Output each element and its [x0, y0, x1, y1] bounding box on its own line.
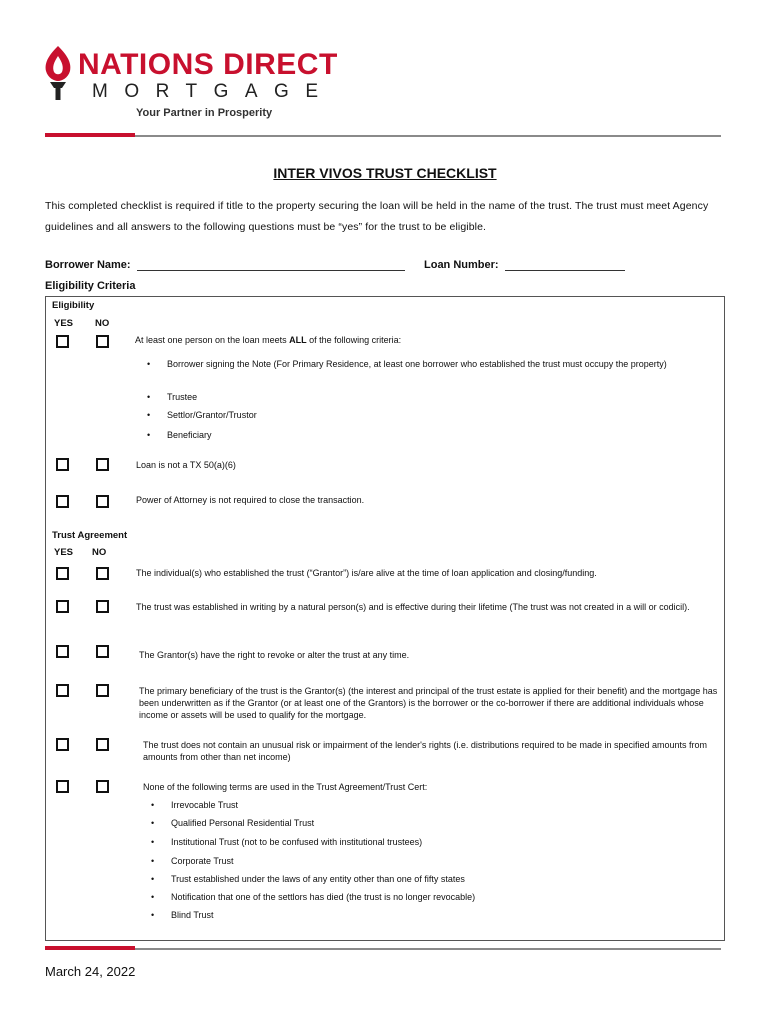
list-item: • Institutional Trust (not to be confused with institutional trustees) — [151, 837, 423, 847]
trust-2-no-checkbox[interactable] — [96, 600, 109, 613]
torch-icon — [40, 44, 76, 104]
list-item: • Corporate Trust — [151, 856, 234, 866]
list-item: • Notification that one of the settlors has died (the trust is no longer revocable) — [151, 892, 476, 902]
list-item: • Borrower signing the Note (For Primary Residence, at least one borrower who established the trust must occupy the property) — [167, 355, 697, 373]
borrower-name-label: Borrower Name: — [45, 259, 131, 271]
eligibility-1-yes-checkbox[interactable] — [56, 335, 69, 348]
trust-5-yes-checkbox[interactable] — [56, 738, 69, 751]
trust-4-no-checkbox[interactable] — [96, 684, 109, 697]
eligibility-section-label: Eligibility — [52, 300, 95, 311]
trust-2-text: The trust was established in writing by a natural person(s) and is effective during their lifetime (The trust was not created in a will or codicil). — [136, 602, 690, 612]
eligibility-2-yes-checkbox[interactable] — [56, 458, 69, 471]
eligibility-3-no-checkbox[interactable] — [96, 495, 109, 508]
intro-paragraph: This completed checklist is required if title to the property securing the loan will be held in the name of the trust. The trust must meet Agency guidelines and all answers to the following questions must be “yes” for the trust to be eligible. — [45, 200, 709, 233]
footer-date: March 24, 2022 — [45, 964, 136, 979]
eligibility-1-text: At least one person on the loan meets ALL of the following criteria: — [135, 335, 402, 345]
bullet-icon: • — [147, 359, 151, 369]
bullet-icon: • — [151, 800, 155, 810]
trust-3-text: The Grantor(s) have the right to revoke or alter the trust at any time. — [139, 650, 410, 660]
trust-3-no-checkbox[interactable] — [96, 645, 109, 658]
trust-1-text: The individual(s) who established the trust (“Grantor”) is/are alive at the time of loan application and closing/funding. — [136, 568, 597, 578]
yes-column-header: YES — [54, 318, 74, 329]
checklist-frame — [45, 296, 725, 941]
bullet-icon: • — [151, 892, 155, 902]
eligibility-criteria-heading: Eligibility Criteria — [45, 280, 136, 292]
trust-1-no-checkbox[interactable] — [96, 567, 109, 580]
list-item: • Trust established under the laws of any entity other than one of fifty states — [151, 874, 465, 884]
bullet-icon: • — [151, 818, 155, 828]
eligibility-2-text: Loan is not a TX 50(a)(6) — [136, 460, 236, 470]
eligibility-3-text: Power of Attorney is not required to close the transaction. — [136, 495, 365, 505]
bullet-icon: • — [147, 430, 151, 440]
bullet-icon: • — [147, 410, 151, 420]
eligibility-2-no-checkbox[interactable] — [96, 458, 109, 471]
trust-4-text: The primary beneficiary of the trust is the Grantor(s) (the interest and principal of the trust estate is applied for their benefit) and the mortgage has been underwritten as if the Grantor (or at least one of the Grantors) is the borrower or the co-borrower if there are additional individuals whose income or assets will be used to qualify for the mortgage. — [139, 686, 718, 720]
yes-column-header: YES — [54, 547, 74, 558]
list-item: • Irrevocable Trust — [151, 800, 239, 810]
trust-5-text: The trust does not contain an unusual risk or impairment of the lender's rights (i.e. distributions required to be made in specified amounts from amounts from other than net income) — [143, 740, 708, 762]
brand-name: NATIONS DIRECT — [78, 48, 338, 81]
bullet-icon: • — [147, 392, 151, 402]
trust-6-no-checkbox[interactable] — [96, 780, 109, 793]
bullet-icon: • — [151, 910, 155, 920]
footer-divider — [45, 948, 721, 950]
trust-5-no-checkbox[interactable] — [96, 738, 109, 751]
trust-1-yes-checkbox[interactable] — [56, 567, 69, 580]
bullet-icon: • — [151, 856, 155, 866]
list-item: • Qualified Personal Residential Trust — [151, 818, 315, 828]
no-column-header: NO — [95, 318, 110, 329]
company-logo — [40, 44, 340, 124]
bullet-icon: • — [151, 837, 155, 847]
no-column-header: NO — [92, 547, 107, 558]
list-item: • Settlor/Grantor/Trustor — [147, 410, 257, 420]
trust-4-yes-checkbox[interactable] — [56, 684, 69, 697]
list-item: • Beneficiary — [147, 430, 212, 440]
header-divider — [45, 135, 721, 137]
borrower-name-field[interactable] — [137, 270, 405, 271]
loan-number-field[interactable] — [505, 270, 625, 271]
trust-3-yes-checkbox[interactable] — [56, 645, 69, 658]
trust-2-yes-checkbox[interactable] — [56, 600, 69, 613]
list-item: • Blind Trust — [151, 910, 214, 920]
trust-agreement-section-label: Trust Agreement — [52, 530, 128, 541]
eligibility-1-no-checkbox[interactable] — [96, 335, 109, 348]
brand-tagline: Your Partner in Prosperity — [136, 107, 273, 119]
document-title: INTER VIVOS TRUST CHECKLIST — [273, 165, 497, 181]
eligibility-3-yes-checkbox[interactable] — [56, 495, 69, 508]
list-item: • Trustee — [147, 392, 198, 402]
brand-subtitle: MORTGAGE — [92, 81, 335, 102]
trust-6-text: None of the following terms are used in the Trust Agreement/Trust Cert: — [143, 782, 428, 792]
trust-6-yes-checkbox[interactable] — [56, 780, 69, 793]
loan-number-label: Loan Number: — [424, 259, 499, 271]
bullet-icon: • — [151, 874, 155, 884]
